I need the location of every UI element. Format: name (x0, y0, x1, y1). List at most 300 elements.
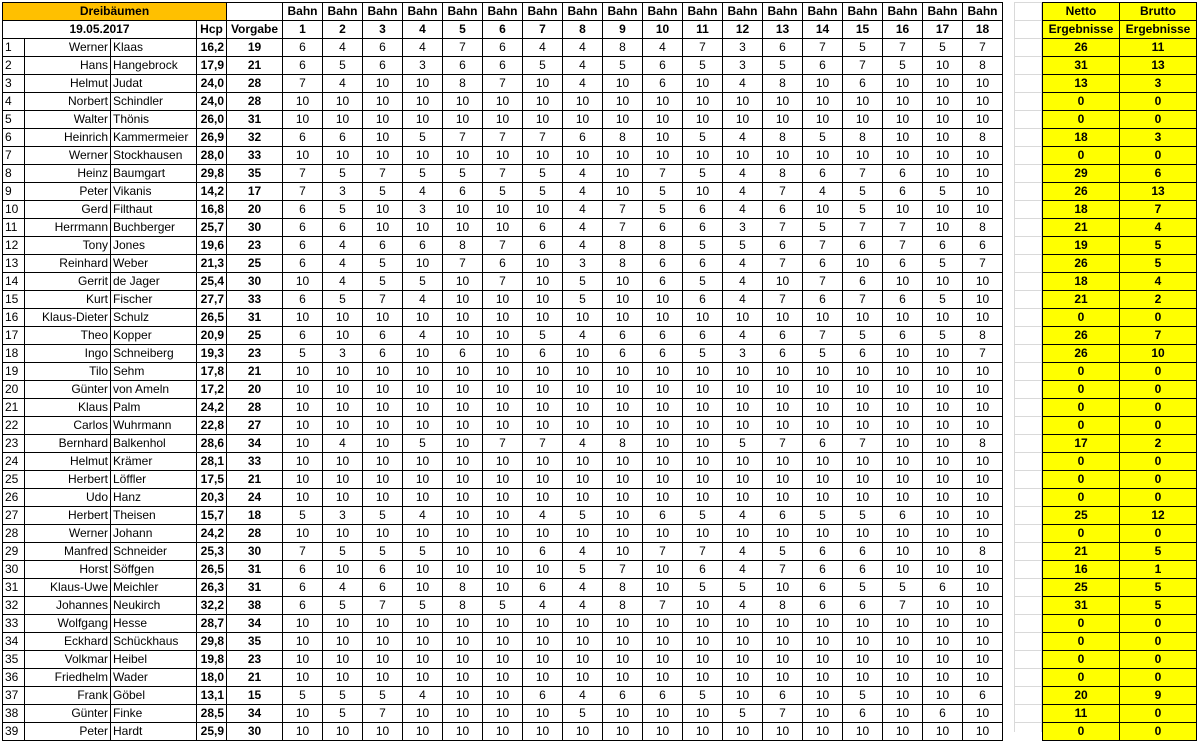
score-cell[interactable]: 10 (923, 381, 963, 399)
score-cell[interactable]: 10 (683, 93, 723, 111)
score-cell[interactable]: 10 (363, 489, 403, 507)
score-cell[interactable]: 10 (563, 93, 603, 111)
hcp-cell[interactable]: 25,4 (197, 273, 227, 291)
score-cell[interactable]: 6 (883, 507, 923, 525)
score-cell[interactable]: 5 (403, 597, 443, 615)
score-cell[interactable]: 6 (323, 219, 363, 237)
score-cell[interactable]: 10 (283, 723, 323, 741)
score-cell[interactable]: 6 (923, 237, 963, 255)
brutto-result-cell[interactable]: 4 (1120, 219, 1197, 237)
score-cell[interactable]: 10 (363, 669, 403, 687)
score-cell[interactable]: 10 (683, 633, 723, 651)
score-cell[interactable]: 10 (603, 381, 643, 399)
brutto-result-cell[interactable]: 0 (1120, 705, 1197, 723)
last-name-cell[interactable]: Schneider (111, 543, 197, 561)
vorgabe-cell[interactable]: 21 (227, 471, 283, 489)
score-cell[interactable]: 10 (803, 687, 843, 705)
score-cell[interactable]: 6 (683, 291, 723, 309)
score-cell[interactable]: 10 (403, 399, 443, 417)
score-cell[interactable]: 10 (963, 363, 1003, 381)
last-name-cell[interactable]: Hangebrock (111, 57, 197, 75)
hcp-cell[interactable]: 24,2 (197, 525, 227, 543)
score-cell[interactable]: 5 (723, 435, 763, 453)
score-cell[interactable]: 6 (803, 579, 843, 597)
score-cell[interactable]: 5 (363, 183, 403, 201)
score-cell[interactable]: 10 (843, 453, 883, 471)
netto-result-cell[interactable]: 21 (1043, 543, 1120, 561)
brutto-result-cell[interactable]: 0 (1120, 381, 1197, 399)
score-cell[interactable]: 10 (483, 219, 523, 237)
score-cell[interactable]: 10 (483, 417, 523, 435)
score-cell[interactable]: 10 (403, 417, 443, 435)
score-cell[interactable]: 6 (643, 687, 683, 705)
brutto-result-cell[interactable]: 0 (1120, 471, 1197, 489)
netto-result-cell[interactable]: 0 (1043, 489, 1120, 507)
score-cell[interactable]: 10 (723, 471, 763, 489)
score-cell[interactable]: 5 (323, 705, 363, 723)
score-cell[interactable]: 6 (563, 129, 603, 147)
score-cell[interactable]: 5 (363, 273, 403, 291)
vorgabe-cell[interactable]: 27 (227, 417, 283, 435)
score-cell[interactable]: 4 (323, 273, 363, 291)
score-cell[interactable]: 5 (643, 201, 683, 219)
score-cell[interactable]: 8 (603, 255, 643, 273)
score-cell[interactable]: 4 (523, 597, 563, 615)
score-cell[interactable]: 10 (443, 309, 483, 327)
score-cell[interactable]: 10 (843, 417, 883, 435)
score-cell[interactable]: 6 (643, 507, 683, 525)
last-name-cell[interactable]: Wuhrmann (111, 417, 197, 435)
score-cell[interactable]: 4 (563, 57, 603, 75)
score-cell[interactable]: 10 (483, 345, 523, 363)
score-cell[interactable]: 10 (803, 75, 843, 93)
score-cell[interactable]: 10 (883, 435, 923, 453)
score-cell[interactable]: 10 (643, 489, 683, 507)
score-cell[interactable]: 4 (403, 327, 443, 345)
score-cell[interactable]: 10 (923, 687, 963, 705)
score-cell[interactable]: 10 (723, 381, 763, 399)
score-cell[interactable]: 10 (883, 561, 923, 579)
score-cell[interactable]: 10 (523, 705, 563, 723)
score-cell[interactable]: 10 (283, 669, 323, 687)
score-cell[interactable]: 10 (603, 309, 643, 327)
score-cell[interactable]: 10 (603, 471, 643, 489)
row-number[interactable]: 30 (3, 561, 25, 579)
vorgabe-cell[interactable]: 21 (227, 669, 283, 687)
score-cell[interactable]: 7 (803, 237, 843, 255)
score-cell[interactable]: 7 (963, 39, 1003, 57)
score-cell[interactable]: 7 (483, 237, 523, 255)
score-cell[interactable]: 10 (443, 561, 483, 579)
score-cell[interactable]: 6 (363, 327, 403, 345)
score-cell[interactable]: 10 (683, 525, 723, 543)
score-cell[interactable]: 4 (563, 75, 603, 93)
score-cell[interactable]: 10 (323, 363, 363, 381)
score-cell[interactable]: 10 (603, 75, 643, 93)
score-cell[interactable]: 10 (443, 291, 483, 309)
score-cell[interactable]: 10 (563, 615, 603, 633)
score-cell[interactable]: 7 (283, 75, 323, 93)
score-cell[interactable]: 10 (643, 561, 683, 579)
score-cell[interactable]: 10 (363, 471, 403, 489)
row-number[interactable]: 33 (3, 615, 25, 633)
score-cell[interactable]: 7 (483, 273, 523, 291)
score-cell[interactable]: 6 (643, 345, 683, 363)
score-cell[interactable]: 7 (283, 183, 323, 201)
score-cell[interactable]: 10 (923, 489, 963, 507)
last-name-cell[interactable]: Buchberger (111, 219, 197, 237)
score-cell[interactable]: 10 (803, 723, 843, 741)
score-cell[interactable]: 10 (883, 129, 923, 147)
score-cell[interactable]: 7 (843, 57, 883, 75)
netto-result-cell[interactable]: 26 (1043, 327, 1120, 345)
score-cell[interactable]: 10 (443, 471, 483, 489)
score-cell[interactable]: 10 (683, 147, 723, 165)
score-cell[interactable]: 10 (363, 417, 403, 435)
score-cell[interactable]: 10 (283, 381, 323, 399)
score-cell[interactable]: 10 (883, 147, 923, 165)
hcp-cell[interactable]: 15,7 (197, 507, 227, 525)
vorgabe-cell[interactable]: 23 (227, 651, 283, 669)
row-number[interactable]: 27 (3, 507, 25, 525)
score-cell[interactable]: 7 (363, 291, 403, 309)
score-cell[interactable]: 10 (603, 165, 643, 183)
score-cell[interactable]: 10 (603, 489, 643, 507)
score-cell[interactable]: 10 (683, 363, 723, 381)
score-cell[interactable]: 10 (403, 75, 443, 93)
score-cell[interactable]: 10 (363, 435, 403, 453)
score-cell[interactable]: 10 (683, 669, 723, 687)
header-bahn[interactable]: Bahn (523, 3, 563, 21)
row-number[interactable]: 4 (3, 93, 25, 111)
first-name-cell[interactable]: Helmut (25, 75, 111, 93)
score-cell[interactable]: 10 (723, 525, 763, 543)
score-cell[interactable]: 10 (923, 669, 963, 687)
row-number[interactable]: 1 (3, 39, 25, 57)
score-cell[interactable]: 10 (883, 525, 923, 543)
score-cell[interactable]: 10 (403, 381, 443, 399)
score-cell[interactable]: 10 (323, 723, 363, 741)
score-cell[interactable]: 4 (803, 183, 843, 201)
score-cell[interactable]: 10 (443, 363, 483, 381)
brutto-result-cell[interactable]: 12 (1120, 507, 1197, 525)
header-hole-number[interactable]: 1 (283, 21, 323, 39)
score-cell[interactable]: 10 (523, 399, 563, 417)
header-bahn[interactable]: Bahn (683, 3, 723, 21)
vorgabe-cell[interactable]: 30 (227, 723, 283, 741)
first-name-cell[interactable]: Werner (25, 147, 111, 165)
score-cell[interactable]: 5 (403, 273, 443, 291)
score-cell[interactable]: 5 (483, 597, 523, 615)
score-cell[interactable]: 10 (283, 363, 323, 381)
score-cell[interactable]: 10 (563, 633, 603, 651)
netto-result-cell[interactable]: 16 (1043, 561, 1120, 579)
score-cell[interactable]: 5 (323, 57, 363, 75)
score-cell[interactable]: 10 (323, 525, 363, 543)
score-cell[interactable]: 10 (523, 273, 563, 291)
score-cell[interactable]: 4 (523, 507, 563, 525)
score-cell[interactable]: 5 (563, 705, 603, 723)
score-cell[interactable]: 10 (283, 453, 323, 471)
score-cell[interactable]: 10 (323, 93, 363, 111)
score-cell[interactable]: 7 (763, 255, 803, 273)
score-cell[interactable]: 10 (443, 669, 483, 687)
score-cell[interactable]: 10 (483, 579, 523, 597)
score-cell[interactable]: 10 (723, 417, 763, 435)
score-cell[interactable]: 10 (883, 471, 923, 489)
score-cell[interactable]: 10 (443, 201, 483, 219)
score-cell[interactable]: 10 (283, 309, 323, 327)
score-cell[interactable]: 10 (683, 615, 723, 633)
score-cell[interactable]: 5 (843, 183, 883, 201)
row-number[interactable]: 13 (3, 255, 25, 273)
score-cell[interactable]: 10 (803, 489, 843, 507)
header-hole-number[interactable]: 16 (883, 21, 923, 39)
last-name-cell[interactable]: Judat (111, 75, 197, 93)
score-cell[interactable]: 4 (563, 327, 603, 345)
netto-result-cell[interactable]: 17 (1043, 435, 1120, 453)
score-cell[interactable]: 10 (643, 723, 683, 741)
score-cell[interactable]: 10 (723, 147, 763, 165)
brutto-result-cell[interactable]: 5 (1120, 237, 1197, 255)
first-name-cell[interactable]: Ingo (25, 345, 111, 363)
score-cell[interactable]: 10 (483, 669, 523, 687)
score-cell[interactable]: 10 (883, 543, 923, 561)
score-cell[interactable]: 10 (803, 111, 843, 129)
hcp-cell[interactable]: 24,0 (197, 93, 227, 111)
score-cell[interactable]: 10 (843, 525, 883, 543)
score-cell[interactable]: 6 (963, 237, 1003, 255)
score-cell[interactable]: 10 (403, 651, 443, 669)
score-cell[interactable]: 7 (483, 435, 523, 453)
vorgabe-cell[interactable]: 34 (227, 615, 283, 633)
score-cell[interactable]: 4 (323, 237, 363, 255)
hcp-cell[interactable]: 26,3 (197, 579, 227, 597)
brutto-result-cell[interactable]: 3 (1120, 75, 1197, 93)
row-number[interactable]: 23 (3, 435, 25, 453)
header-hole-number[interactable]: 14 (803, 21, 843, 39)
score-cell[interactable]: 3 (323, 345, 363, 363)
score-cell[interactable]: 10 (803, 399, 843, 417)
score-cell[interactable]: 6 (883, 291, 923, 309)
first-name-cell[interactable]: Peter (25, 183, 111, 201)
score-cell[interactable]: 10 (443, 399, 483, 417)
score-cell[interactable]: 10 (843, 309, 883, 327)
netto-result-cell[interactable]: 18 (1043, 129, 1120, 147)
score-cell[interactable]: 10 (603, 543, 643, 561)
vorgabe-cell[interactable]: 33 (227, 291, 283, 309)
score-cell[interactable]: 10 (763, 579, 803, 597)
score-cell[interactable]: 10 (443, 327, 483, 345)
last-name-cell[interactable]: Löffler (111, 471, 197, 489)
brutto-result-cell[interactable]: 0 (1120, 111, 1197, 129)
last-name-cell[interactable]: Sehm (111, 363, 197, 381)
score-cell[interactable]: 10 (803, 147, 843, 165)
score-cell[interactable]: 10 (523, 723, 563, 741)
score-cell[interactable]: 3 (403, 57, 443, 75)
netto-result-cell[interactable]: 0 (1043, 399, 1120, 417)
score-cell[interactable]: 5 (363, 687, 403, 705)
score-cell[interactable]: 4 (723, 543, 763, 561)
score-cell[interactable]: 4 (403, 291, 443, 309)
score-cell[interactable]: 8 (843, 129, 883, 147)
hcp-cell[interactable]: 28,1 (197, 453, 227, 471)
brutto-result-cell[interactable]: 0 (1120, 525, 1197, 543)
score-cell[interactable]: 6 (763, 345, 803, 363)
score-cell[interactable]: 10 (803, 381, 843, 399)
score-cell[interactable]: 6 (283, 129, 323, 147)
score-cell[interactable]: 10 (843, 615, 883, 633)
score-cell[interactable]: 3 (323, 183, 363, 201)
score-cell[interactable]: 10 (523, 561, 563, 579)
score-cell[interactable]: 5 (683, 687, 723, 705)
vorgabe-cell[interactable]: 28 (227, 93, 283, 111)
header-hole-number[interactable]: 2 (323, 21, 363, 39)
score-cell[interactable]: 10 (323, 489, 363, 507)
header-netto-ergebnisse[interactable]: Ergebnisse (1043, 21, 1120, 39)
brutto-result-cell[interactable]: 5 (1120, 255, 1197, 273)
score-cell[interactable]: 10 (603, 273, 643, 291)
score-cell[interactable]: 4 (403, 507, 443, 525)
row-number[interactable]: 19 (3, 363, 25, 381)
score-cell[interactable]: 10 (523, 651, 563, 669)
first-name-cell[interactable]: Heinz (25, 165, 111, 183)
score-cell[interactable]: 10 (403, 633, 443, 651)
score-cell[interactable]: 10 (403, 147, 443, 165)
score-cell[interactable]: 10 (763, 651, 803, 669)
score-cell[interactable]: 8 (603, 579, 643, 597)
hcp-cell[interactable]: 21,3 (197, 255, 227, 273)
score-cell[interactable]: 10 (323, 561, 363, 579)
header-hole-number[interactable]: 12 (723, 21, 763, 39)
last-name-cell[interactable]: Baumgart (111, 165, 197, 183)
score-cell[interactable]: 6 (643, 327, 683, 345)
netto-result-cell[interactable]: 26 (1043, 183, 1120, 201)
score-cell[interactable]: 10 (483, 201, 523, 219)
first-name-cell[interactable]: Peter (25, 723, 111, 741)
hcp-cell[interactable]: 17,9 (197, 57, 227, 75)
score-cell[interactable]: 4 (723, 273, 763, 291)
score-cell[interactable]: 10 (283, 633, 323, 651)
score-cell[interactable]: 6 (283, 255, 323, 273)
brutto-result-cell[interactable]: 0 (1120, 147, 1197, 165)
score-cell[interactable]: 6 (763, 237, 803, 255)
last-name-cell[interactable]: Schulz (111, 309, 197, 327)
score-cell[interactable]: 4 (403, 183, 443, 201)
score-cell[interactable]: 10 (283, 111, 323, 129)
score-cell[interactable]: 7 (803, 327, 843, 345)
score-cell[interactable]: 10 (683, 75, 723, 93)
score-cell[interactable]: 10 (603, 615, 643, 633)
brutto-result-cell[interactable]: 9 (1120, 687, 1197, 705)
first-name-cell[interactable]: Klaus-Uwe (25, 579, 111, 597)
score-cell[interactable]: 10 (443, 489, 483, 507)
last-name-cell[interactable]: Kammermeier (111, 129, 197, 147)
brutto-result-cell[interactable]: 7 (1120, 201, 1197, 219)
score-cell[interactable]: 5 (803, 129, 843, 147)
score-cell[interactable]: 10 (763, 309, 803, 327)
brutto-result-cell[interactable]: 0 (1120, 453, 1197, 471)
row-number[interactable]: 12 (3, 237, 25, 255)
first-name-cell[interactable]: Eckhard (25, 633, 111, 651)
score-cell[interactable]: 10 (603, 111, 643, 129)
netto-result-cell[interactable]: 13 (1043, 75, 1120, 93)
score-cell[interactable]: 10 (763, 471, 803, 489)
score-cell[interactable]: 6 (363, 237, 403, 255)
score-cell[interactable]: 6 (403, 237, 443, 255)
score-cell[interactable]: 10 (483, 453, 523, 471)
score-cell[interactable]: 10 (843, 669, 883, 687)
score-cell[interactable]: 10 (763, 723, 803, 741)
score-cell[interactable]: 6 (363, 57, 403, 75)
last-name-cell[interactable]: Neukirch (111, 597, 197, 615)
header-hcp[interactable]: Hcp (197, 21, 227, 39)
score-cell[interactable]: 4 (723, 561, 763, 579)
score-cell[interactable]: 10 (923, 273, 963, 291)
header-bahn[interactable]: Bahn (563, 3, 603, 21)
score-cell[interactable]: 10 (923, 165, 963, 183)
score-cell[interactable]: 10 (363, 75, 403, 93)
row-number[interactable]: 11 (3, 219, 25, 237)
score-cell[interactable]: 6 (803, 597, 843, 615)
header-hole-number[interactable]: 15 (843, 21, 883, 39)
score-cell[interactable]: 10 (763, 669, 803, 687)
score-cell[interactable]: 10 (523, 525, 563, 543)
score-cell[interactable]: 6 (523, 579, 563, 597)
score-cell[interactable]: 10 (483, 399, 523, 417)
score-cell[interactable]: 10 (323, 417, 363, 435)
score-cell[interactable]: 10 (963, 705, 1003, 723)
score-cell[interactable]: 10 (603, 147, 643, 165)
first-name-cell[interactable]: Werner (25, 525, 111, 543)
hcp-cell[interactable]: 29,8 (197, 165, 227, 183)
score-cell[interactable]: 7 (523, 435, 563, 453)
score-cell[interactable]: 10 (483, 705, 523, 723)
score-cell[interactable]: 4 (563, 183, 603, 201)
vorgabe-cell[interactable]: 30 (227, 273, 283, 291)
score-cell[interactable]: 5 (323, 201, 363, 219)
first-name-cell[interactable]: Carlos (25, 417, 111, 435)
vorgabe-cell[interactable]: 21 (227, 363, 283, 381)
score-cell[interactable]: 10 (443, 381, 483, 399)
last-name-cell[interactable]: Klaas (111, 39, 197, 57)
score-cell[interactable]: 10 (603, 525, 643, 543)
course-title[interactable]: Dreibäumen (3, 3, 227, 21)
score-cell[interactable]: 5 (803, 345, 843, 363)
header-bahn[interactable]: Bahn (403, 3, 443, 21)
score-cell[interactable]: 5 (763, 543, 803, 561)
score-cell[interactable]: 10 (443, 219, 483, 237)
last-name-cell[interactable]: Thönis (111, 111, 197, 129)
score-cell[interactable]: 10 (683, 399, 723, 417)
score-cell[interactable]: 6 (843, 75, 883, 93)
score-cell[interactable]: 6 (603, 327, 643, 345)
score-cell[interactable]: 10 (923, 417, 963, 435)
first-name-cell[interactable]: Herbert (25, 507, 111, 525)
row-number[interactable]: 36 (3, 669, 25, 687)
score-cell[interactable]: 10 (923, 507, 963, 525)
brutto-result-cell[interactable]: 4 (1120, 273, 1197, 291)
netto-result-cell[interactable]: 0 (1043, 147, 1120, 165)
score-cell[interactable]: 5 (923, 291, 963, 309)
score-cell[interactable]: 10 (563, 453, 603, 471)
score-cell[interactable]: 6 (803, 165, 843, 183)
score-cell[interactable]: 5 (923, 183, 963, 201)
score-cell[interactable]: 10 (443, 723, 483, 741)
score-cell[interactable]: 10 (963, 471, 1003, 489)
score-cell[interactable]: 6 (283, 291, 323, 309)
score-cell[interactable]: 10 (963, 417, 1003, 435)
